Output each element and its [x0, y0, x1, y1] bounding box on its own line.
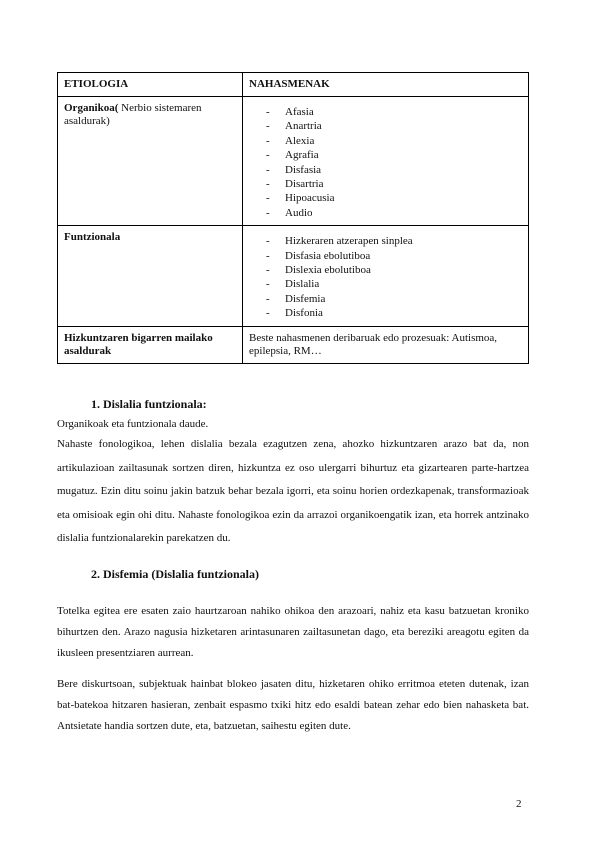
disorder-list — [249, 105, 522, 220]
table-row-bigarren-mailako — [58, 326, 529, 363]
disorder-list — [249, 234, 522, 320]
etiology-label: Funtzionala — [64, 231, 121, 244]
list-item: - Disfemia — [266, 292, 522, 306]
paragraph: Totelka egitea ere esaten zaio haurtzaroan nahiko ohikoa den arazoari, nahiz eta kasu batzuetan kroniko bihurtzen den. Arazo nagusia hizketaren arintasunaren zailtasunetan dago, eta bereziki areagotu egiten da ikusleen presentziaren aurrean. — [57, 605, 529, 659]
list-item: - Hipoacusia — [266, 191, 522, 205]
table-header-row — [58, 73, 529, 97]
paragraph: Organikoak eta funtzionala daude. — [57, 418, 209, 430]
section-dislalia — [57, 397, 529, 551]
list-item: - Disfasia — [266, 163, 522, 177]
disorders-cell — [243, 226, 529, 326]
etiology-table — [57, 72, 529, 364]
paragraph: Nahaste fonologikoa, lehen dislalia bezala ezagutzen zena, ahozko hizkuntzaren arazo bat da, non artikulazioan zailtasunak sortzen diren, hizkuntza ez oso ulergarri bihurtuz eta gizartearen parte-hartzea mugatuz. Ezin ditu soinu jakin batzuk behar bezala igorri, eta soinu horien ordezkapenak, transformazioak eta omisioak egin ohi ditu. Nahaste fonologikoa ezin da arrazoi organikoengatik izan, eta horrek antzinako dislalia funtzionalarekin parekatzen du. — [57, 438, 529, 544]
disorders-cell — [243, 97, 529, 226]
list-item: - Disartria — [266, 177, 522, 191]
header-etiologia: ETIOLOGIA — [58, 73, 243, 97]
list-item: - Alexia — [266, 134, 522, 148]
etiology-label: Organikoa( — [64, 102, 119, 114]
paragraph: Bere diskurtsoan, subjektuak hainbat blokeo jasaten ditu, hizketaren ohiko erritmoa eteten dutenak, izan bat-batekoa hitzaren hasieran, zenbait espasmo txiki hitz edo esaldi batean zehar edo bien nahasketa bat. Antsietate handia sortzen dute, eta, batzuetan, saihestu egiten dute. — [57, 678, 529, 732]
etiology-cell — [58, 226, 243, 326]
list-item: - Dislalia — [266, 277, 522, 291]
list-item: - Audio — [266, 206, 522, 220]
page-number: 2 — [516, 798, 522, 810]
section-disfemia — [57, 567, 529, 737]
section-title: 2. Disfemia (Dislalia funtzionala) — [91, 567, 259, 581]
list-item: - Disfasia ebolutiboa — [266, 249, 522, 263]
list-item: - Disfonia — [266, 306, 522, 320]
list-item: - Anartria — [266, 119, 522, 133]
table-row-organikoa — [58, 97, 529, 226]
section-title: 1. Dislalia funtzionala: — [91, 397, 207, 411]
etiology-note: Nerbio sistemaren asaldurak) — [64, 102, 202, 127]
disorders-cell: Beste nahasmenen deribaruak edo prozesuak: Autismoa, epilepsia, RM… — [243, 326, 529, 363]
list-item: - Hizkeraren atzerapen sinplea — [266, 234, 522, 248]
list-item: - Dislexia ebolutiboa — [266, 263, 522, 277]
header-nahasmenak: NAHASMENAK — [243, 73, 529, 97]
etiology-cell — [58, 97, 243, 226]
etiology-label: Hizkuntzaren bigarren mailako asaldurak — [64, 331, 213, 357]
list-item: - Agrafia — [266, 148, 522, 162]
table-row-funtzionala — [58, 226, 529, 326]
etiology-cell — [58, 326, 243, 363]
list-item: - Afasia — [266, 105, 522, 119]
